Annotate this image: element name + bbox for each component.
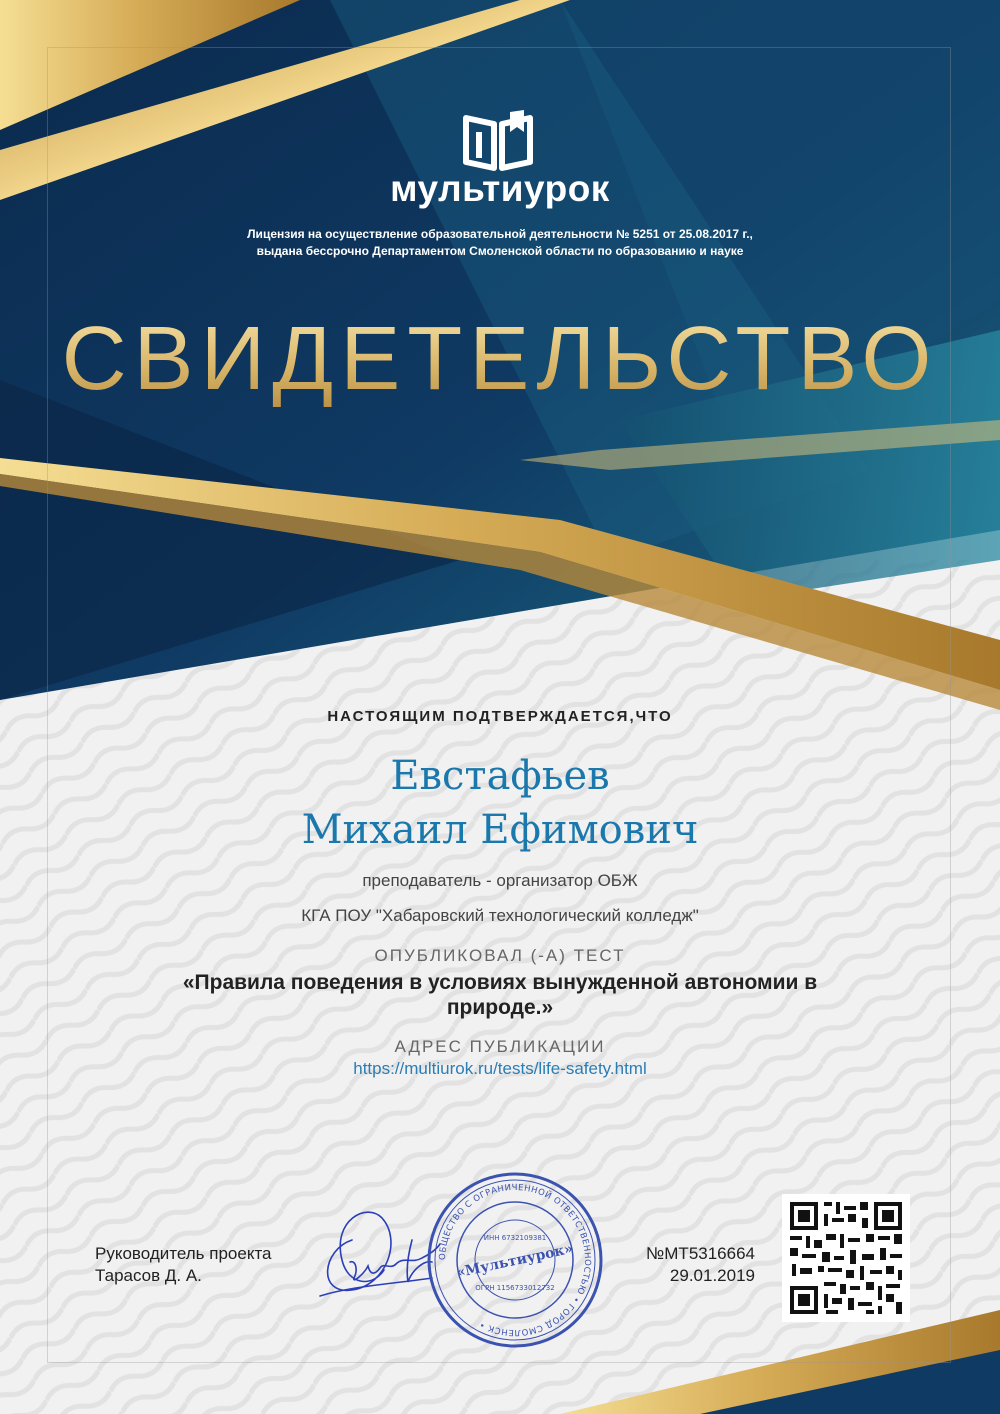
book-logo-icon — [462, 110, 534, 172]
published-label: ОПУБЛИКОВАЛ (-А) ТЕСТ — [374, 946, 626, 965]
address-label: АДРЕС ПУБЛИКАЦИИ — [394, 1037, 606, 1056]
recipient-organization: КГА ПОУ "Хабаровский технологический колледж" — [301, 906, 699, 925]
publication-link[interactable]: https://multiurok.ru/tests/life-safety.html — [353, 1059, 647, 1078]
recipient-given-names: Михаил Ефимович — [301, 807, 699, 853]
stamp-inn: ИНН 6732109381 — [483, 1234, 547, 1242]
qr-code-icon — [782, 1194, 910, 1322]
recipient-position: преподаватель - организатор ОБЖ — [362, 871, 638, 890]
confirm-text: НАСТОЯЩИМ ПОДТВЕРЖДАЕТСЯ,ЧТО — [327, 708, 673, 725]
stamp-ring-text: ОБЩЕСТВО С ОГРАНИЧЕННОЙ ОТВЕТСТВЕННОСТЬЮ • ГОРОД СМОЛЕНСК • — [437, 1182, 593, 1338]
license-line-2: выдана бессрочно Департаментом Смоленской области по образованию и науке — [256, 244, 744, 258]
brand-name: мультиурок — [390, 168, 610, 209]
recipient-surname: Евстафьев — [390, 753, 610, 799]
head-role: Руководитель проекта — [95, 1244, 272, 1263]
stamp-ogrn: ОГРН 1156733012732 — [475, 1284, 555, 1292]
head-name: Тарасов Д. А. — [95, 1266, 202, 1285]
stamp-center: «Мультиурок» — [455, 1240, 575, 1282]
certificate-title: СВИДЕТЕЛЬСТВО — [0, 308, 1000, 411]
test-title: «Правила поведения в условиях вынужденной автономии в природе.» — [182, 971, 818, 1019]
certificate-date: 29.01.2019 — [669, 1266, 755, 1285]
license-line-1: Лицензия на осуществление образовательной деятельности № 5251 от 25.08.2017 г., — [247, 227, 753, 241]
license-text — [0, 226, 1000, 260]
certificate-number: №МТ5316664 — [646, 1244, 755, 1263]
company-stamp — [425, 1170, 605, 1350]
